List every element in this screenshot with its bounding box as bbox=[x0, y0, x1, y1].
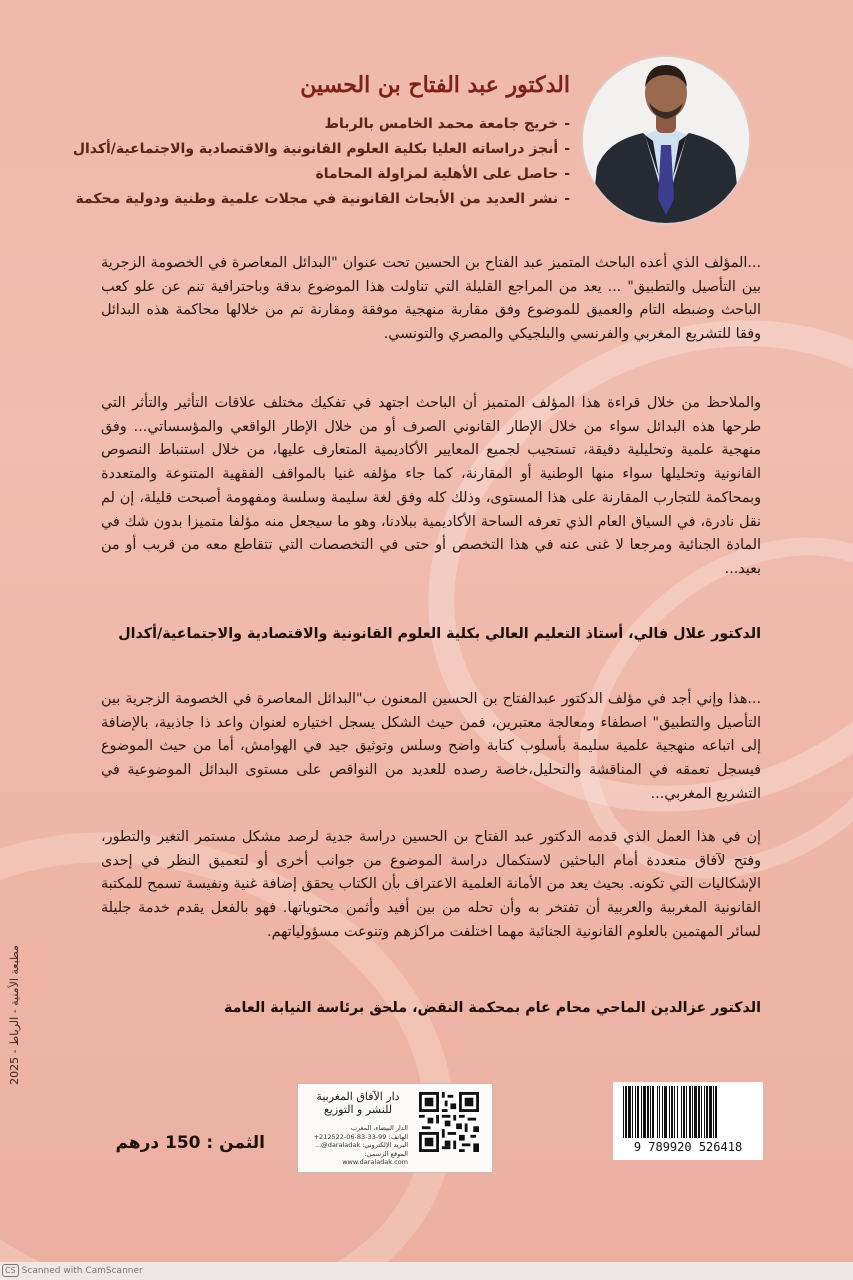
review-1-paragraph-1: ...المؤلف الذي أعده الباحث المتميز عبد الفتاح بن الحسين تحت عنوان "البدائل المعاصرة في الخصومة الزجرية بين التأصيل والتطبيق" ... يعد من المراجع القليلة التي تناولت هذا الموضوع بدقة وباحترافية تنم عن علو كعب الباحث وضبطه التام والعميق للموضوع وفق مقاربة منهجية موفقة ومقارنة تم من خلالها محاكمة هذه البدائل وفقا للتشريع المغربي والفرنسي والبلجيكي والمصري والتونسي. bbox=[101, 255, 761, 343]
review-1-signature: الدكتور علال فالي، أستاذ التعليم العالي بكلية العلوم القانونية والاقتصادية والاجتماعية/أكدال bbox=[118, 626, 761, 642]
review-2-signature: الدكتور عزالدين الماحي محام عام بمحكمة النقض، ملحق برئاسة النيابة العامة bbox=[223, 1000, 761, 1016]
credential-item: -نشر العديد من الأبحاث القانونية في مجلات علمية وطنية ودولية محكمة bbox=[75, 191, 570, 207]
publisher-box bbox=[297, 1083, 493, 1173]
price-label: الثمن : 150 درهم bbox=[115, 1133, 265, 1153]
publisher-logo-line-2: للنشر و التوزيع bbox=[323, 1103, 393, 1116]
author-photo bbox=[581, 55, 751, 225]
barcode-icon bbox=[623, 1086, 753, 1138]
author-credentials bbox=[50, 112, 570, 212]
credential-item: -خريج جامعة محمد الخامس بالرباط bbox=[324, 116, 570, 132]
review-2-paragraph-1: ...هذا وإني أجد في مؤلف الدكتور عبدالفتاح بن الحسين المعنون ب"البدائل المعاصرة في الخصومة الزجرية بين التأصيل والتطبيق" اصطفاء ومعالجة معتبرين، فمن حيث الشكل يسجل اختياره لعنوان واعد ذا جاذبية، بالإضافة إلى اتباعه منهجية علمية سليمة بأسلوب كتابة واضح وسلس وتوثيق جيد في الهوامش، أما من حيث الموضوع فيسجل تعمقه في المناقشة والتحليل،خاصة رصده للعديد من النواقص على مستوى البدائل الموضوعية في التشريع المغربي... bbox=[101, 691, 761, 802]
publisher-contact-line: الموقع الرسمي: www.daraladak.com bbox=[342, 1149, 408, 1166]
credential-item: -أنجز دراساته العليا بكلية العلوم القانونية والاقتصادية والاجتماعية/أكدال bbox=[72, 141, 570, 157]
isbn-number: 9 789920 526418 bbox=[633, 1140, 743, 1154]
publisher-contacts bbox=[308, 1124, 408, 1167]
review-2-paragraph-2: إن في هذا العمل الذي قدمه الدكتور عبد الفتاح بن الحسين دراسة جدية لرصد مشكل مستمر التغير والتطور، وفتح لآفاق متعددة أمام الباحثين لاستكمال دراسة الموضوع من جوانب أخرى أو لتعميق النظر في إحدى الإشكاليات التي تكونه. بحيث يعد من الأمانة العلمية الاعتراف بأن الكتاب يحقق إضافة غنية ونفيسة تسمح للمكتبة القانونية المغربية والعربية أن تفتخر به وأن تحله من بين أفيد وأثمن محتوياتها. فهو بالفعل يقدم خدمة جليلة لسائر المهتمين بالعلوم القانونية الجنائية مهما اختلفت مراكزهم وتنوعت مسؤولياتهم. bbox=[101, 829, 761, 940]
publisher-logo-line-1: دار الآفاق المغربية bbox=[316, 1090, 400, 1103]
qr-code-icon bbox=[419, 1092, 479, 1152]
review-1 bbox=[101, 252, 761, 347]
scanner-watermark bbox=[2, 1263, 143, 1279]
printer-imprint: مطبعة الأمنية - الرباط - 2025 bbox=[8, 945, 21, 1085]
isbn-barcode bbox=[613, 1082, 763, 1160]
camscanner-logo: CS bbox=[2, 1264, 19, 1277]
review-1-signature-wrap bbox=[101, 622, 761, 646]
review-1-continued bbox=[101, 392, 761, 582]
publisher-contact-line: البريد الإلكتروني: daraladak@... bbox=[314, 1141, 408, 1149]
review-2-signature-wrap bbox=[101, 996, 761, 1020]
publisher-contact-line: الهاتف: 99-33-83-06-212522+ bbox=[313, 1132, 408, 1141]
review-1-paragraph-2: والملاحظ من خلال قراءة هذا المؤلف المتميز أن الباحث اجتهد في تفكيك مختلف علاقات التأثير والتأثر التي طرحها هذه البدائل سواء من خلال الإطار القانوني الصرف أو من خلال الإطار الواقعي والمؤسساتي... وفق منهجية علمية وتحليلية دقيقة، تستجيب لجميع المعايير الأكاديمية المتعارف عليها، من خلال استنباط النصوص القانونية وتحليلها سواء منها الوطنية أو المقارنة، كما جاء مؤلفه غنيا بالمواقف الفقهية المتنوعة والمتعددة وبمحاكمة للتجارب المقارنة على هذا المستوى، وذلك كله وفق لغة سليمة وسلسة ومفهومة أصبحت قليلة، إن لم نقل نادرة، في السياق العام الذي تعرفه الساحة الأكاديمية ببلادنا، وهو ما سيجعل منه مؤلفا متميزا بدون شك في المادة الجنائية ومرجعا لا غنى عنه في هذا التخصص أو حتى في التخصصات التي تتقاطع معه من قريب أو من بعيد... bbox=[101, 395, 762, 577]
publisher-contact-line: الدار البيضاء، المغرب bbox=[350, 1124, 408, 1132]
credential-item: -حاصل على الأهلية لمزاولة المحاماة bbox=[315, 166, 570, 182]
watermark-text: Scanned with CamScanner bbox=[21, 1266, 143, 1276]
author-name: الدكتور عبد الفتاح بن الحسين bbox=[300, 72, 570, 98]
review-2 bbox=[101, 688, 761, 807]
publisher-logo bbox=[308, 1090, 408, 1116]
review-2-continued bbox=[101, 826, 761, 945]
